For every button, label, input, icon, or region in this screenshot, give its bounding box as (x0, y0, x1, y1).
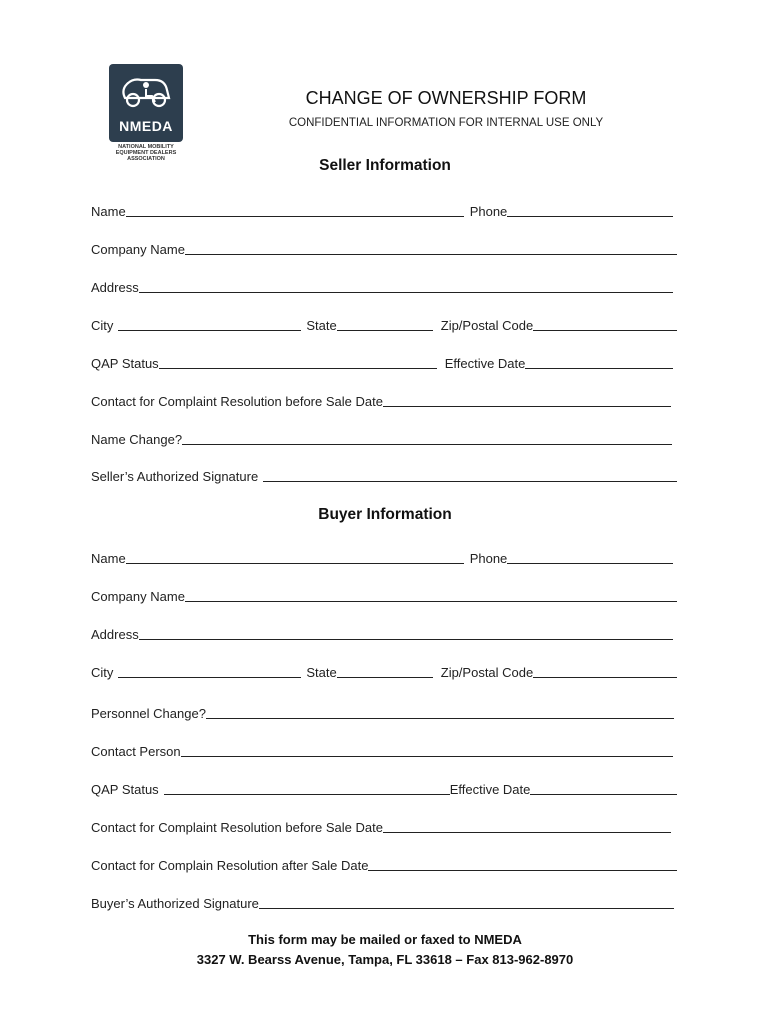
logo-badge (109, 64, 183, 142)
seller-complaint-label: Contact for Complaint Resolution before Sale Date (91, 394, 383, 409)
seller-qap-label: QAP Status (91, 356, 159, 371)
seller-city-field[interactable] (118, 329, 301, 331)
seller-state-label: State (306, 318, 337, 333)
seller-phone-field[interactable] (507, 215, 673, 217)
seller-company-field[interactable] (185, 253, 677, 255)
buyer-zip-field[interactable] (533, 676, 677, 678)
seller-company-row (91, 241, 677, 257)
buyer-address-label: Address (91, 627, 139, 642)
buyer-complaint-before-row (91, 819, 677, 835)
seller-effective-field[interactable] (525, 367, 673, 369)
buyer-qap-row (91, 781, 677, 797)
seller-qap-field[interactable] (159, 367, 437, 369)
logo-wordmark: NMEDA (119, 118, 173, 134)
buyer-complaint-after-label: Contact for Complain Resolution after Sale Date (91, 858, 369, 873)
buyer-address-row (91, 626, 677, 642)
seller-name-field[interactable] (126, 215, 464, 217)
seller-zip-field[interactable] (533, 329, 677, 331)
buyer-city-field[interactable] (118, 676, 301, 678)
seller-name-change-label: Name Change? (91, 432, 183, 447)
seller-phone-label: Phone (469, 204, 508, 219)
form-title: CHANGE OF OWNERSHIP FORM (305, 88, 587, 108)
seller-city-row (91, 317, 677, 333)
seller-effective-label: Effective Date (444, 356, 526, 371)
buyer-phone-field[interactable] (507, 562, 673, 564)
buyer-phone-label: Phone (469, 551, 508, 566)
seller-complaint-row (91, 393, 677, 409)
seller-address-label: Address (91, 280, 139, 295)
buyer-company-label: Company Name (91, 589, 185, 604)
seller-city-label: City (91, 318, 114, 333)
seller-qap-row (91, 355, 677, 371)
seller-name-row (91, 203, 677, 219)
buyer-name-row (91, 550, 677, 566)
buyer-company-field[interactable] (185, 600, 677, 602)
buyer-city-label: City (91, 665, 114, 680)
footer-line-2: 3327 W. Bearss Avenue, Tampa, FL 33618 – Fax 813-962-8970 (196, 952, 574, 967)
buyer-zip-label: Zip/Postal Code (440, 665, 534, 680)
buyer-contact-label: Contact Person (91, 744, 181, 759)
seller-name-label: Name (91, 204, 126, 219)
buyer-city-row (91, 664, 677, 680)
wheelchair-vehicle-icon (115, 68, 177, 116)
footer-line-1: This form may be mailed or faxed to NMEDA (248, 932, 522, 947)
buyer-name-label: Name (91, 551, 126, 566)
seller-name-change-row (91, 431, 677, 447)
buyer-signature-row (91, 895, 677, 911)
seller-company-label: Company Name (91, 242, 185, 257)
buyer-state-field[interactable] (337, 676, 433, 678)
seller-address-row (91, 279, 677, 295)
logo-tagline: NATIONAL MOBILITY EQUIPMENT DEALERS ASSOCIATION (115, 144, 177, 162)
nmeda-logo (95, 52, 197, 167)
seller-heading: Seller Information (319, 157, 451, 174)
buyer-contact-field[interactable] (181, 755, 673, 757)
buyer-state-label: State (306, 665, 337, 680)
seller-name-change-field[interactable] (182, 443, 672, 445)
buyer-contact-row (91, 743, 677, 759)
buyer-complaint-after-field[interactable] (368, 869, 677, 871)
buyer-qap-label: QAP Status (91, 782, 159, 797)
seller-address-field[interactable] (139, 291, 673, 293)
buyer-name-field[interactable] (126, 562, 464, 564)
buyer-address-field[interactable] (139, 638, 673, 640)
buyer-personnel-field[interactable] (206, 717, 674, 719)
form-subtitle: CONFIDENTIAL INFORMATION FOR INTERNAL USE ONLY (288, 117, 604, 129)
buyer-qap-field[interactable] (164, 793, 450, 795)
buyer-signature-field[interactable] (259, 907, 674, 909)
seller-complaint-field[interactable] (383, 405, 671, 407)
buyer-company-row (91, 588, 677, 604)
seller-signature-row (91, 468, 677, 484)
seller-zip-label: Zip/Postal Code (440, 318, 534, 333)
buyer-complaint-after-row (91, 857, 677, 873)
buyer-personnel-label: Personnel Change? (91, 706, 206, 721)
buyer-complaint-before-label: Contact for Complaint Resolution before Sale Date (91, 820, 383, 835)
buyer-signature-label: Buyer’s Authorized Signature (91, 896, 259, 911)
buyer-personnel-row (91, 705, 677, 721)
buyer-heading: Buyer Information (318, 506, 452, 523)
buyer-complaint-before-field[interactable] (383, 831, 671, 833)
seller-state-field[interactable] (337, 329, 433, 331)
seller-signature-label: Seller’s Authorized Signature (91, 469, 259, 484)
buyer-effective-field[interactable] (530, 793, 677, 795)
seller-signature-field[interactable] (263, 480, 677, 482)
buyer-effective-label: Effective Date (449, 782, 531, 797)
